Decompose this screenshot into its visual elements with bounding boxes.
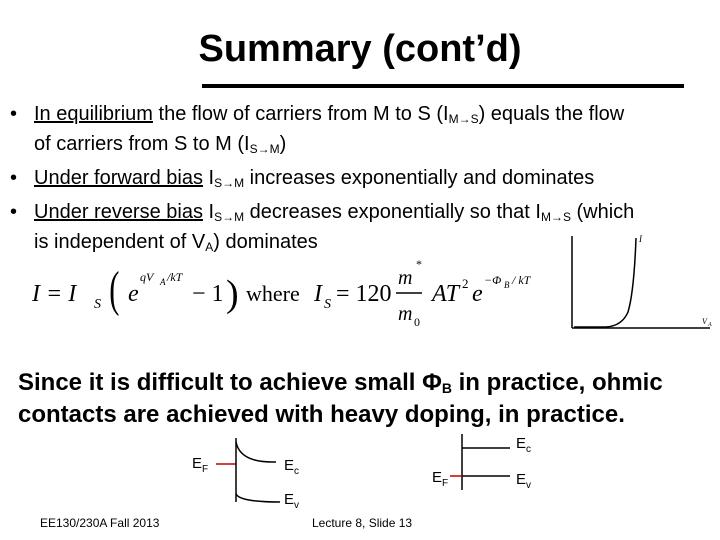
eq-exp1-sub: A (160, 277, 166, 287)
band2-ev-sub: v (526, 480, 531, 491)
ohmic-statement-line-2: contacts are achieved with heavy doping, in practice. (18, 401, 625, 428)
slide-title: Summary (cont’d) (198, 28, 522, 70)
eq-exp2-sub: B (504, 280, 510, 290)
eq-exp1: qV (140, 270, 154, 284)
eq-e1: e (128, 281, 139, 307)
band-diagram-ohmic (420, 428, 570, 512)
band1-ec-curve (236, 442, 276, 462)
bullet-1-line-2: of carriers from S to M $(I_{S\to M})$ (34, 133, 287, 156)
band-diagram-tunneling (180, 428, 340, 512)
eq-frac-num: m (398, 267, 413, 289)
eq-120: = 120 (336, 281, 392, 307)
eq-where: where (246, 281, 300, 306)
eq-exp2-den: / kT (512, 273, 531, 287)
eq-e2: e (472, 281, 483, 307)
bullet-dot: • (10, 201, 18, 223)
band2-ec-sub: c (526, 444, 531, 455)
schottky-current-equation (30, 256, 560, 330)
footer-slide-number: Lecture 8, Slide 13 (312, 516, 413, 530)
bullet-3-line-1: Under reverse bias $I_{S\to M}$ decreases exponentially so that $I_{M\to S}$ (which (34, 201, 635, 224)
eq-lhs: I = I (32, 281, 77, 307)
eq-frac-den-sub: 0 (414, 315, 420, 329)
iv-x-label-sub: A (708, 322, 712, 328)
band1-ev-sub: v (294, 500, 299, 511)
eq-minus-one: − 1 (192, 281, 224, 307)
eq-frac-num-sup: * (416, 257, 422, 271)
title-underline (202, 84, 684, 88)
band1-ev-curve (236, 494, 280, 502)
band1-ef-label: E (192, 455, 203, 472)
band2-ec-label: E (516, 435, 527, 452)
iv-characteristic-plot (566, 232, 716, 332)
iv-x-label: V (702, 317, 707, 326)
band1-ef-sub: F (202, 464, 209, 475)
eq-is: I (314, 281, 322, 307)
eq-paren-close: ) (226, 273, 239, 315)
eq-is-sub: S (324, 297, 331, 312)
band1-ev-label: E (284, 491, 295, 508)
eq-exp1-den: /kT (167, 270, 183, 284)
band2-ef-sub: F (442, 478, 449, 489)
eq-at-sup: 2 (462, 276, 469, 291)
eq-paren-open: ( (109, 260, 120, 317)
bullet-dot: • (10, 167, 18, 189)
eq-frac-den: m (398, 303, 413, 325)
band2-ev-label: E (516, 471, 527, 488)
bullet-dot: • (10, 103, 18, 125)
bullet-2-line-1: Under forward bias $I_{S\to M}$ increases exponentially and dominates (34, 167, 595, 190)
iv-y-label: I (639, 234, 642, 244)
bullet-1-line-1: In equilibrium the flow of carriers from M to S $(I_{M\to S})$ equals the flow (34, 103, 625, 126)
eq-at: AT (432, 281, 460, 307)
bullet-3-line-2: is independent of $V_A$) dominates (34, 231, 318, 254)
footer-course: EE130/230A Fall 2013 (40, 516, 160, 530)
band1-ec-label: E (284, 457, 295, 474)
band2-ef-label: E (432, 469, 443, 486)
eq-lhs-sub: S (94, 297, 101, 312)
band1-ec-sub: c (294, 466, 299, 477)
eq-exp2: −Φ (484, 273, 502, 287)
iv-curve (574, 238, 636, 327)
ohmic-statement-line-1: Since it is difficult to achieve small $\Phi_B$ in practice, ohmic (18, 369, 663, 396)
